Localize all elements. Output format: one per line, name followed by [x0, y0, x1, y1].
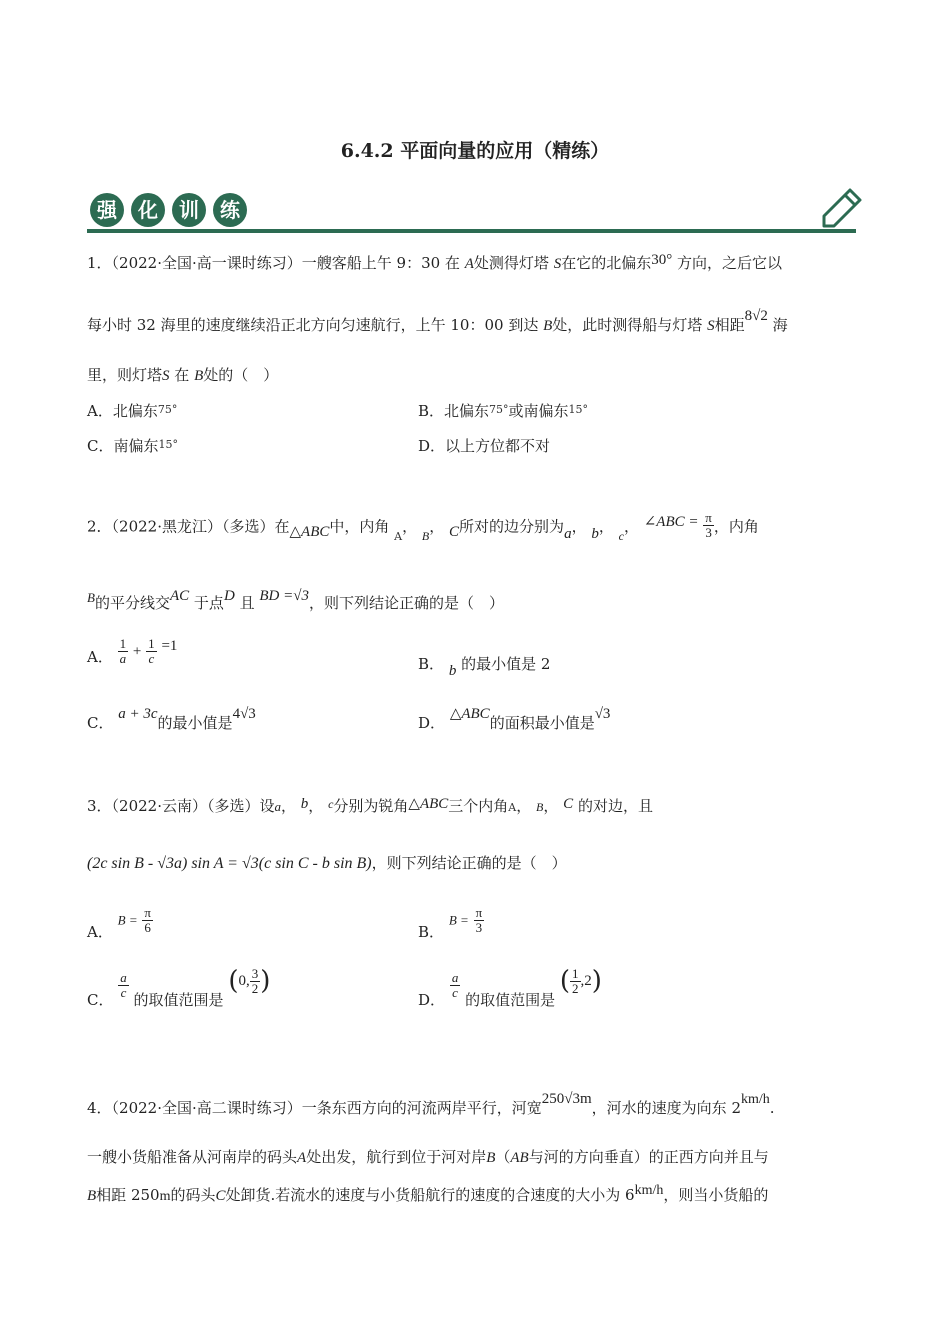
banner-char: 训	[172, 193, 206, 227]
fraction: $\frac{\pi}{3}$	[475, 905, 483, 935]
banner-char: 强	[90, 193, 124, 227]
pencil-icon	[816, 186, 866, 230]
fraction: $\frac{1}{2}$	[572, 965, 579, 996]
banner-char: 练	[213, 193, 247, 227]
q2-option-c[interactable]: C． a + 3c的最小值是4√3	[87, 706, 256, 732]
q3-line-2: (2c sin B - √3a) sin A = √3(c sin C - b sin B)，则下列结论正确的是（ ）	[87, 854, 567, 872]
q2-line-2: B的平分线交AC 于点D 且 BD =√3，则下列结论正确的是（ ）	[87, 588, 504, 612]
fraction: $\frac{\pi}{6}$	[144, 905, 151, 935]
equation: (2c sin B - √3a) sin A = √3(c sin C - b sin B)	[87, 855, 372, 872]
q2-option-d[interactable]: D． △ABC的面积最小值是√3	[418, 706, 611, 732]
q1-line-1: 1．（2022·全国·高一课时练习）一艘客船上午 9：30 在 A处测得灯塔 S在它的北偏东30° 方向，之后它以	[87, 252, 782, 272]
banner-divider	[87, 229, 856, 233]
q3-option-d[interactable]: D． $\frac{a}{c}$ 的取值范围是 ( $\frac{1}{2}$ ,2)	[418, 965, 602, 1009]
q3-line-1: 3．（2022·云南）（多选）设a， b， $^c$分别为锐角△ABC三个内角A， B， C 的对边，且	[87, 796, 653, 815]
fraction: $\frac{a}{c}$	[451, 969, 459, 1000]
q1-option-a[interactable]: A．北偏东$^{75^\circ}$	[87, 402, 178, 420]
banner-char: 化	[131, 193, 165, 227]
fraction: $\frac{a}{c}$	[120, 969, 127, 1000]
q1-line-2: 每小时 32 海里的速度继续沿正北方向匀速航行，上午 10：00 到达 B处，此时测得船与灯塔 S相距8√2 海	[87, 308, 788, 334]
q1-option-c[interactable]: C．南偏东$^{15^\circ}$	[87, 437, 178, 455]
q4-line-1: 4．（2022·全国·高二课时练习）一条东西方向的河流两岸平行，河宽250√3m，河水的速度为向东 2km/h.	[87, 1091, 775, 1117]
q3-option-c[interactable]: C． $\frac{a}{c}$ 的取值范围是 (0, $\frac{3}{2}$ )	[87, 965, 271, 1009]
q4-line-3: B相距 250m的码头C处卸货.若流水的速度与小货船航行的速度的合速度的大小为 6km/h，则当小货船的	[87, 1183, 769, 1204]
q1-option-d[interactable]: D．以上方位都不对	[418, 437, 551, 455]
fraction: $\frac{3}{2}$	[251, 965, 259, 996]
fraction: $\frac{1}{a}$	[119, 636, 127, 666]
page-title: 6.4.2 平面向量的应用（精练）	[340, 140, 610, 162]
q1-line-3: 里，则灯塔S 在 B处的（ ）	[87, 366, 279, 384]
q3-option-b[interactable]: B． B = $\frac{\pi}{3}$	[418, 905, 483, 941]
fraction: $\frac{\pi}{3}$	[705, 510, 712, 540]
fraction: $\frac{1}{c}$	[148, 636, 155, 666]
q2-line-1: 2．（2022·黑龙江）（多选）在△ABC中，内角 $_A$， $_B$， C所对的边分别为a， b， $_c$， ∠ABC = $\frac{\pi}{3}$ ，内角	[87, 510, 759, 543]
q1-option-b[interactable]: B．北偏东$^{75^\circ}$或南偏东$^{15^\circ}$	[418, 402, 589, 420]
q3-option-a[interactable]: A． B = $\frac{\pi}{6}$	[87, 905, 151, 941]
q4-line-2: 一艘小货船准备从河南岸的码头A处出发，航行到位于河对岸B（AB与河的方向垂直）的正西方向并且与	[87, 1148, 769, 1166]
q2-option-a[interactable]: A． $\frac{1}{a}$ + $\frac{1}{c}$ =1	[87, 636, 178, 666]
q2-option-b[interactable]: B． b 的最小值是 2	[418, 655, 551, 679]
